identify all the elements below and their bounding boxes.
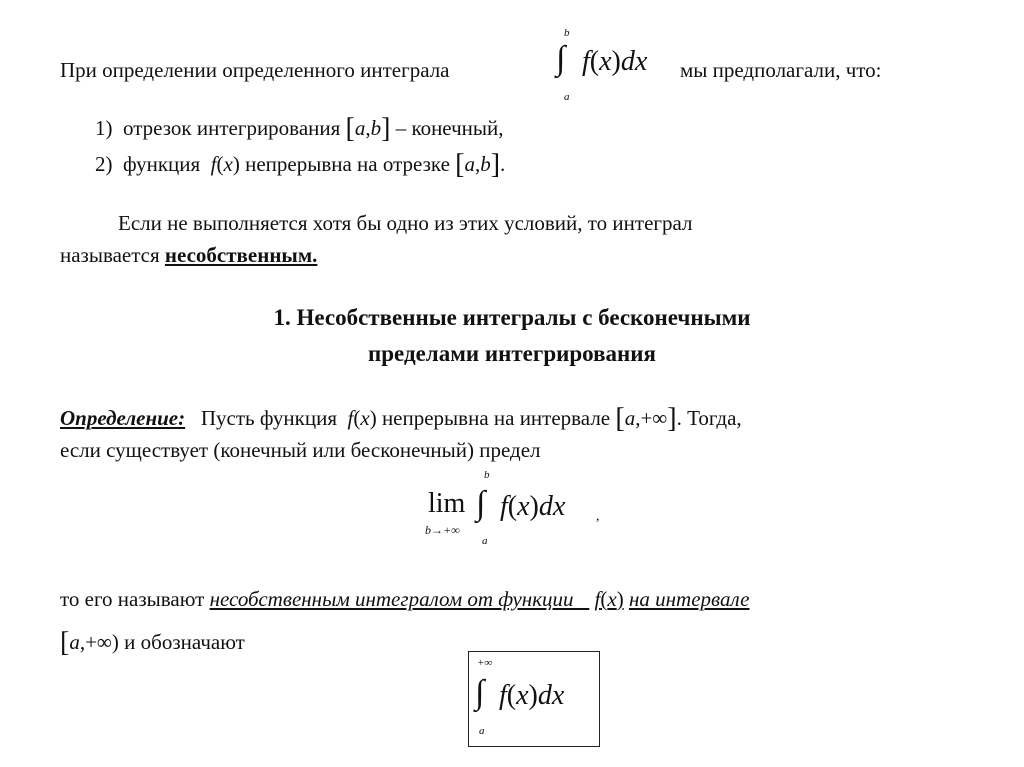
condition-2: 2) функция f(x) непрерывна на отрезке [a,b]. xyxy=(95,149,506,180)
definition-label: Определение: xyxy=(60,406,186,430)
limit-integral-lower: a xyxy=(482,535,488,547)
integral-sign-icon: ∫ xyxy=(556,40,566,77)
definition-line1: Определение: Пусть функция f(x) непрерывна на интервале [a,+∞]. Тогда, xyxy=(60,403,742,434)
limit-tail: , xyxy=(596,509,600,524)
intro-integral-lower: a xyxy=(564,91,570,103)
section-title-line1: 1. Несобственные интегралы с бесконечными xyxy=(273,305,751,330)
conclusion-line2: [a,+∞) и обозначают xyxy=(60,627,245,658)
integral-sign-icon: ∫ xyxy=(475,674,485,711)
boxed-integral-lower: a xyxy=(479,725,485,737)
lim-label: lim xyxy=(428,488,466,519)
improper-term: несобственным. xyxy=(164,243,318,267)
conclusion-line1: то его называют несобственным интегралом от функции f(x) на интервале xyxy=(60,587,750,611)
paragraph-line1: Если не выполняется хотя бы одно из этих условий, то интеграл xyxy=(118,211,693,235)
paragraph-line2: называется несобственным. xyxy=(60,243,318,267)
condition-1: 1) отрезок интегрирования [a,b] – конечный, xyxy=(95,113,504,144)
definition-line2: если существует (конечный или бесконечный) предел xyxy=(60,438,541,462)
intro-text-before: При определении определенного интеграла xyxy=(60,58,450,82)
boxed-integral-upper: +∞ xyxy=(477,657,493,669)
lim-subscript: b→+∞ xyxy=(425,523,460,537)
limit-integrand: f(x)dx xyxy=(500,491,566,522)
boxed-formula xyxy=(468,651,600,747)
section-title-line2: пределами интегрирования xyxy=(368,341,656,366)
intro-integrand: f(x)dx xyxy=(582,46,648,77)
integral-sign-icon: ∫ xyxy=(476,485,486,522)
limit-integral-upper: b xyxy=(484,469,490,481)
intro-text-after: мы предполагали, что: xyxy=(680,58,882,82)
intro-integral-upper: b xyxy=(564,27,570,39)
boxed-integrand: f(x)dx xyxy=(499,680,565,711)
